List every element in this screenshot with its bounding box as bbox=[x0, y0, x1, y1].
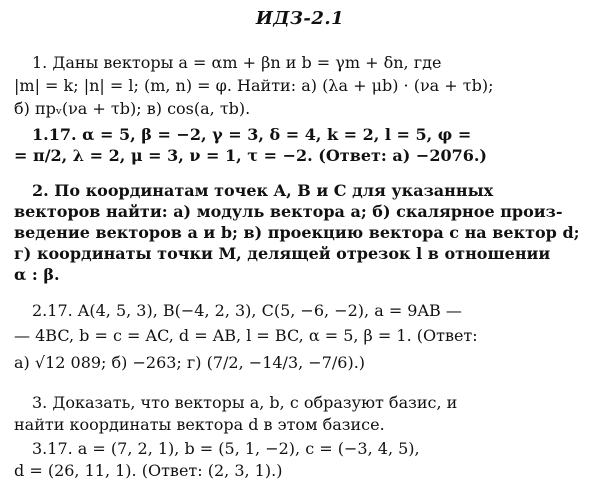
task1-line2: |m| = k; |n| = l; (m, n) = φ. Найти: а) (λa + μb) · (νa + τb); bbox=[14, 76, 494, 95]
task2-line4: г) координаты точки M, делящей отрезок l в отношении bbox=[14, 244, 551, 263]
task1-variant-line2: = π/2, λ = 2, μ = 3, ν = 1, τ = −2. (Ответ: а) −2076.) bbox=[14, 146, 487, 165]
task1-variant-line1: 1.17. α = 5, β = −2, γ = 3, δ = 4, k = 2, l = 5, φ = bbox=[32, 125, 472, 144]
task1-line1: 1. Даны векторы a = αm + βn и b = γm + δn, где bbox=[32, 53, 442, 72]
task3-variant-line1: 3.17. a = (7, 2, 1), b = (5, 1, −2), c = (−3, 4, 5), bbox=[32, 439, 420, 458]
task2-variant-line1: 2.17. A(4, 5, 3), B(−4, 2, 3), C(5, −6, −2), a = 9AB — bbox=[32, 301, 462, 320]
task1-line3: б) прᵥ(νa + τb); в) cos(a, τb). bbox=[14, 99, 251, 118]
task2-variant-line3: а) √12 089; б) −263; г) (7/2, −14/3, −7/6).) bbox=[14, 353, 366, 372]
task3-line2: найти координаты вектора d в этом базисе. bbox=[14, 415, 385, 434]
page-title: ИДЗ-2.1 bbox=[255, 8, 345, 29]
task2-line3: ведение векторов a и b; в) проекцию вектора c на вектор d; bbox=[14, 223, 580, 242]
task3-line1: 3. Доказать, что векторы a, b, c образуют базис, и bbox=[32, 393, 458, 412]
task2-variant-line2: — 4BC, b = c = AC, d = AB, l = BC, α = 5, β = 1. (Ответ: bbox=[14, 326, 478, 345]
task2-line5: α : β. bbox=[14, 265, 60, 284]
task3-variant-line2: d = (26, 11, 1). (Ответ: (2, 3, 1).) bbox=[14, 461, 283, 480]
task2-line1: 2. По координатам точек A, B и C для указанных bbox=[32, 181, 494, 200]
task2-line2: векторов найти: а) модуль вектора a; б) скалярное произ- bbox=[14, 202, 563, 221]
